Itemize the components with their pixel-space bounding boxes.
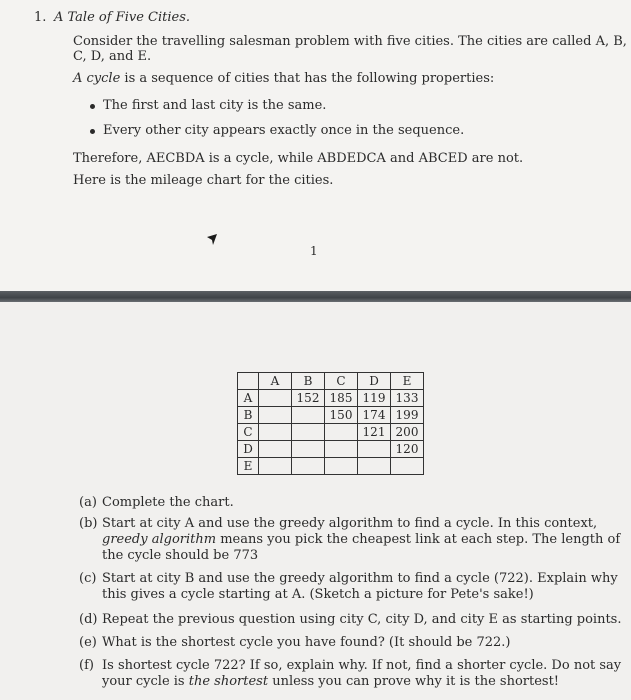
chart-row <box>238 458 424 475</box>
chart-col-header: E <box>391 373 424 390</box>
mouse-cursor-icon <box>206 233 218 247</box>
chart-cell: 121 <box>358 424 391 441</box>
bullet-item-2: Every other city appears exactly once in the sequence. <box>103 123 465 138</box>
chart-row-header: C <box>238 424 259 441</box>
page-divider <box>0 291 631 302</box>
question-f-line-2 <box>102 674 559 690</box>
question-f-line-2-a: your cycle is <box>102 674 189 689</box>
chart-col-header: B <box>292 373 325 390</box>
the-shortest-term: the shortest <box>188 674 269 689</box>
question-f-line-1: Is shortest cycle 722? If so, explain why. If not, find a shorter cycle. Do not say <box>102 658 622 673</box>
question-e-text: What is the shortest cycle you have found? (It should be 722.) <box>102 635 511 650</box>
bullet-marker <box>90 129 95 134</box>
chart-cell: 200 <box>391 424 424 441</box>
chart-row-header: B <box>238 407 259 424</box>
question-b-line-3: the cycle should be 773 <box>102 548 259 563</box>
question-b-line-1: Start at city A and use the greedy algorithm to find a cycle. In this context, <box>102 516 598 531</box>
chart-cell <box>292 441 325 458</box>
question-a-text: Complete the chart. <box>102 495 234 510</box>
problem-number: 1. <box>34 10 47 25</box>
intro-line-2: C, D, and E. <box>73 49 152 64</box>
bullet-item-1: The first and last city is the same. <box>103 98 327 113</box>
chart-cell <box>259 441 292 458</box>
chart-col-header: C <box>325 373 358 390</box>
cycle-term: A cycle <box>73 71 121 86</box>
question-b-label: (b) <box>79 516 98 531</box>
question-e-label: (e) <box>79 635 97 650</box>
intro-line-1: Consider the travelling salesman problem with five cities. The cities are called A, B, <box>73 34 627 49</box>
chart-cell <box>292 458 325 475</box>
chart-col-header: A <box>259 373 292 390</box>
chart-cell <box>325 424 358 441</box>
chart-cell <box>259 458 292 475</box>
chart-cell <box>325 441 358 458</box>
chart-cell <box>358 458 391 475</box>
here-is-line: Here is the mileage chart for the cities. <box>73 173 334 188</box>
problem-title: A Tale of Five Cities. <box>54 10 191 25</box>
chart-row-header: A <box>238 390 259 407</box>
chart-cell <box>292 424 325 441</box>
question-d-text: Repeat the previous question using city C, city D, and city E as starting points. <box>102 612 622 627</box>
question-b-line-2 <box>102 532 620 548</box>
chart-row <box>238 390 424 407</box>
chart-cell: 185 <box>325 390 358 407</box>
chart-row <box>238 424 424 441</box>
cycle-definition <box>73 71 494 87</box>
chart-row-header: E <box>238 458 259 475</box>
mileage-chart <box>237 372 424 475</box>
bullet-marker <box>90 104 95 109</box>
chart-cell <box>259 424 292 441</box>
chart-cell <box>325 458 358 475</box>
question-d-label: (d) <box>79 612 98 627</box>
chart-cell: 119 <box>358 390 391 407</box>
question-f-label: (f) <box>79 658 94 673</box>
therefore-line: Therefore, AECBDA is a cycle, while ABDEDCA and ABCED are not. <box>73 151 524 166</box>
chart-cell: 133 <box>391 390 424 407</box>
chart-row <box>238 441 424 458</box>
chart-cell: 152 <box>292 390 325 407</box>
question-c-line-2: this gives a cycle starting at A. (Sketch a picture for Pete's sake!) <box>102 587 534 602</box>
chart-row <box>238 407 424 424</box>
question-a-label: (a) <box>79 495 97 510</box>
question-c-line-1: Start at city B and use the greedy algorithm to find a cycle (722). Explain why <box>102 571 618 586</box>
chart-cell: 150 <box>325 407 358 424</box>
chart-col-header: D <box>358 373 391 390</box>
question-b-line-2-rest: means you pick the cheapest link at each step. The length of <box>216 532 621 547</box>
chart-cell: 174 <box>358 407 391 424</box>
page-number: 1 <box>310 244 318 258</box>
chart-header-row <box>238 373 424 390</box>
chart-cell <box>259 407 292 424</box>
chart-cell <box>358 441 391 458</box>
chart-cell <box>391 458 424 475</box>
chart-cell <box>292 407 325 424</box>
chart-corner-cell <box>238 373 259 390</box>
greedy-algorithm-term: greedy algorithm <box>102 532 217 547</box>
question-f-line-2-b: unless you can prove why it is the shortest! <box>268 674 560 689</box>
chart-row-header: D <box>238 441 259 458</box>
cycle-definition-rest: is a sequence of cities that has the following properties: <box>120 71 495 86</box>
chart-cell: 120 <box>391 441 424 458</box>
question-c-label: (c) <box>79 571 97 586</box>
chart-cell <box>259 390 292 407</box>
chart-cell: 199 <box>391 407 424 424</box>
